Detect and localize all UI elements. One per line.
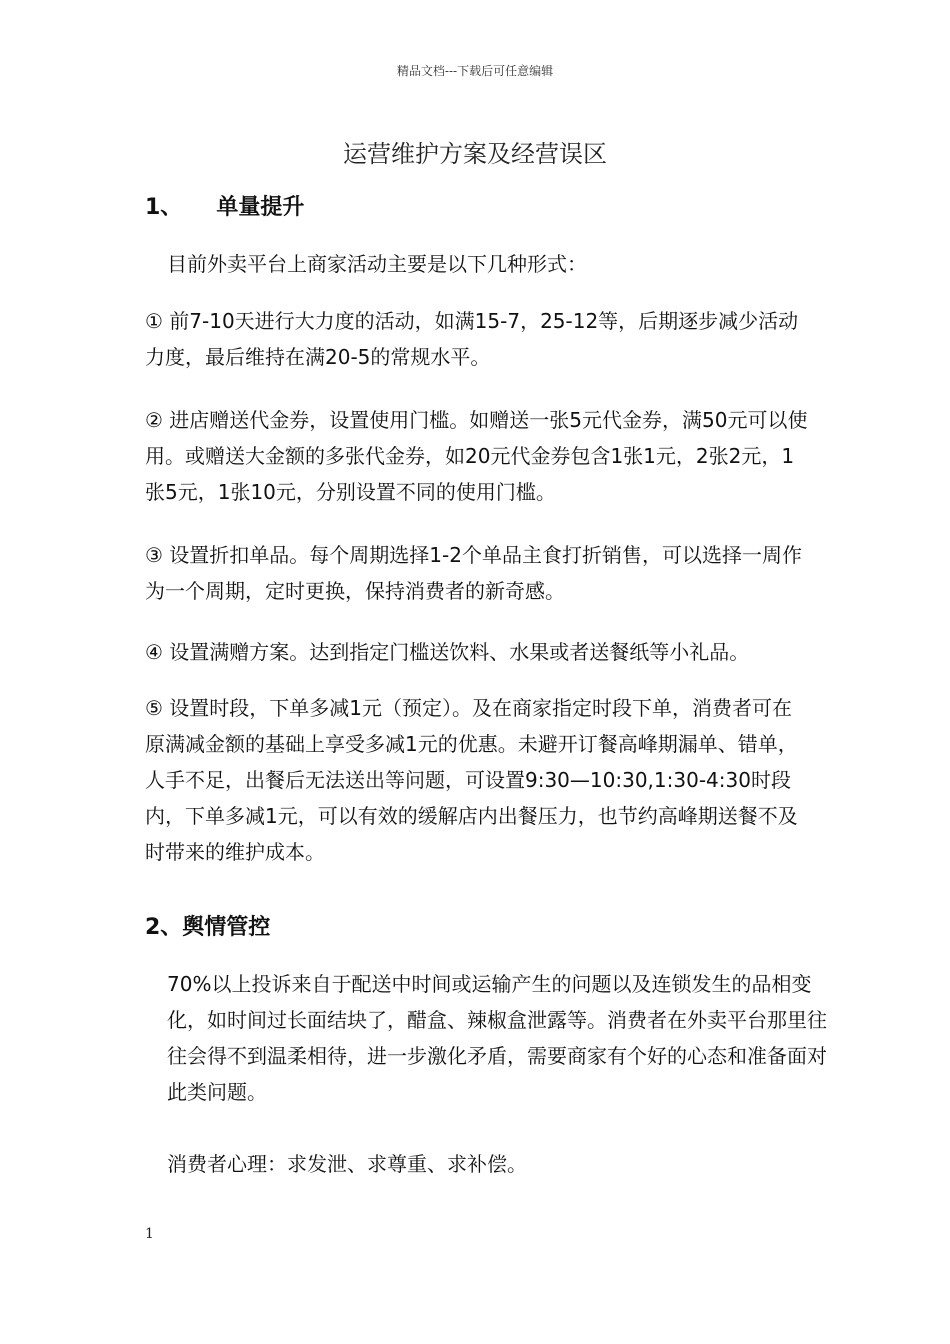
section-1-intro: 目前外卖平台上商家活动主要是以下几种形式： — [167, 252, 587, 276]
list-item: ⑤ 设置时段，下单多减1元（预定）。及在商家指定时段下单，消费者可在原满减金额的基础上享受多减1元的优惠。未避开订餐高峰期漏单、错单，人手不足，出餐后无法送出等问题，可设置9:30—10:30,1:30-4:30时段内，下单多减1元，可以有效的缓解店内出餐压力，也节约高峰期送餐不及时带来的维护成本。 — [145, 696, 798, 864]
section-1-title: 单量提升 — [216, 195, 305, 220]
consumer-psychology: 消费者心理：求发泄、求尊重、求补偿。 — [167, 1152, 527, 1176]
list-item: ② 进店赠送代金券，设置使用门槛。如赠送一张5元代金券，满50元可以使用。或赠送大金额的多张代金券，如20元代金券包含1张1元，2张2元，1张5元，1张10元，分别设置不同的使用门槛。 — [145, 408, 808, 504]
page-number: 1 — [145, 1226, 154, 1242]
list-item: ③ 设置折扣单品。每个周期选择1-2个单品主食打折销售，可以选择一周作为一个周期，定时更换，保持消费者的新奇感。 — [145, 543, 802, 603]
section-2-paragraph: 70%以上投诉来自于配送中时间或运输产生的问题以及连锁发生的品相变化，如时间过长面结块了，醋盒、辣椒盒泄露等。消费者在外卖平台那里往往会得不到温柔相待，进一步激化矛盾，需要商家有个好的心态和准备面对此类问题。 — [167, 972, 827, 1104]
section-2-heading: 2、舆情管控 — [145, 915, 271, 940]
section-1-heading — [145, 190, 810, 226]
header-note: 精品文档---下载后可任意编辑 — [396, 64, 554, 78]
document-title: 运营维护方案及经营误区 — [343, 140, 607, 168]
list-item: ① 前7-10天进行大力度的活动，如满15-7，25-12等，后期逐步减少活动力度，最后维持在满20-5的常规水平。 — [145, 309, 799, 369]
list-item: ④ 设置满赠方案。达到指定门槛送饮料、水果或者送餐纸等小礼品。 — [145, 640, 750, 664]
section-1-number: 1、 — [145, 195, 183, 220]
